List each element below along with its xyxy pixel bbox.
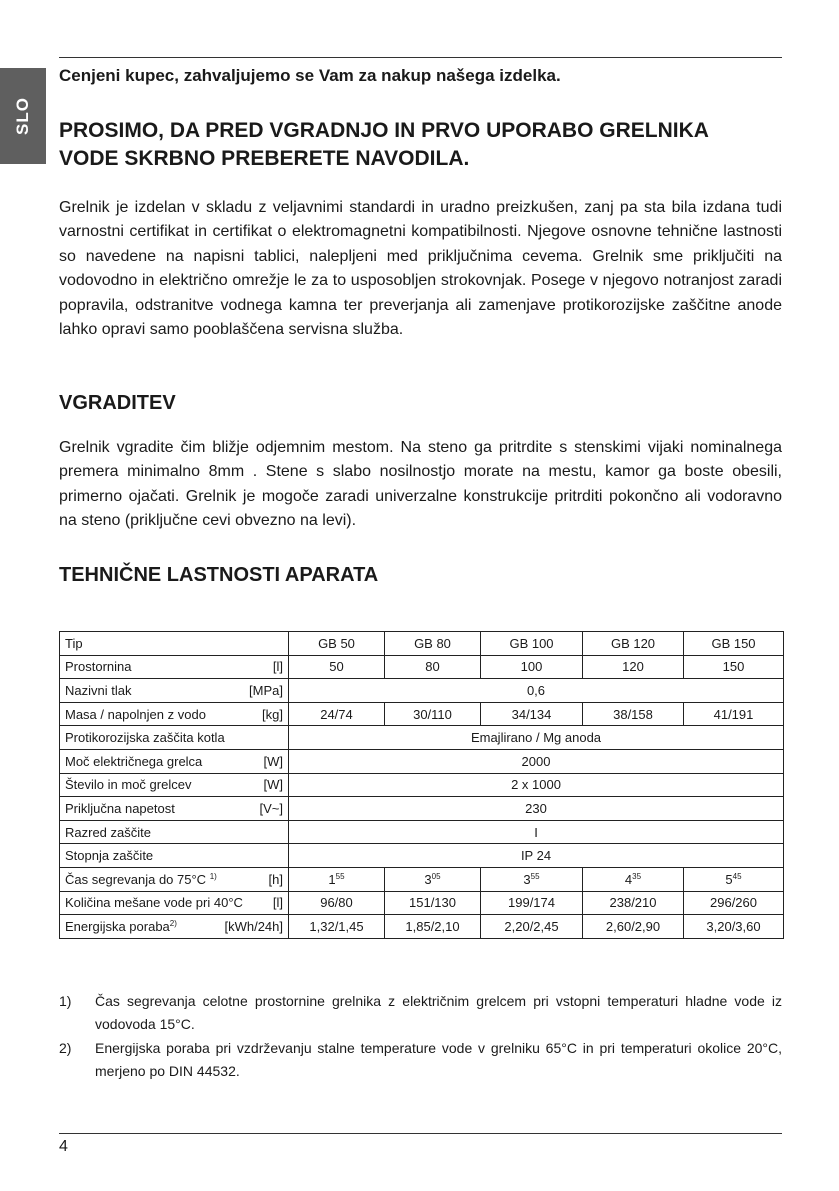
table-row xyxy=(60,679,784,703)
table-cell: 1,85/2,10 xyxy=(385,915,481,939)
language-tab xyxy=(0,68,46,164)
table-row xyxy=(60,820,784,844)
row-label: Moč električnega grelca [W] xyxy=(60,749,289,773)
table-cell: $3^{55}$ xyxy=(481,867,583,891)
page-number: 4 xyxy=(59,1138,68,1155)
unit-label: [W] xyxy=(263,753,283,769)
unit-label: [V~] xyxy=(259,800,283,816)
footnote-text: Energijska poraba pri vzdrževanju stalne temperature vode v grelniku 65°C in pri temperaturi okolice 20°C, merjeno po DIN 44532. xyxy=(95,1040,782,1079)
section-title-installation: VGRADITEV xyxy=(59,392,176,414)
footnote-number: 1) xyxy=(59,993,72,1009)
table-cell: 3,20/3,60 xyxy=(684,915,784,939)
footnote-text: Čas segrevanja celotne prostornine grelnika z električnim grelcem pri vstopni temperaturi hladne vode iz vodovoda 15°C. xyxy=(95,993,782,1032)
table-cell: $3^{05}$ xyxy=(385,867,481,891)
table-cell: 2,60/2,90 xyxy=(583,915,684,939)
table-cell: 24/74 xyxy=(289,702,385,726)
table-row xyxy=(60,773,784,797)
footnote-item xyxy=(59,1037,782,1082)
table-row xyxy=(60,915,784,939)
language-tab-label: SLO xyxy=(13,97,32,135)
table-cell: $4^{35}$ xyxy=(583,867,684,891)
table-row xyxy=(60,891,784,915)
table-cell: 30/110 xyxy=(385,702,481,726)
greeting: Cenjeni kupec, zahvaljujemo se Vam za nakup našega izdelka. xyxy=(59,66,561,85)
main-title-line-2: VODE SKRBNO PREBERETE NAVODILA. xyxy=(59,147,470,170)
footnotes xyxy=(59,990,782,1084)
table-cell: 38/158 xyxy=(583,702,684,726)
table-cell: 34/134 xyxy=(481,702,583,726)
table-cell: 199/174 xyxy=(481,891,583,915)
table-cell: $1^{55}$ xyxy=(289,867,385,891)
table-cell: 41/191 xyxy=(684,702,784,726)
table-cell: 2 x 1000 xyxy=(289,773,784,797)
unit-label: [kg] xyxy=(262,706,283,722)
main-title-line-1: PROSIMO, DA PRED VGRADNJO IN PRVO UPORABO GRELNIKA xyxy=(59,119,709,142)
footnote-number: 2) xyxy=(59,1040,72,1056)
model-cell: GB 100 xyxy=(481,632,583,656)
table-cell: 238/210 xyxy=(583,891,684,915)
row-label: Tip xyxy=(60,632,289,656)
intro-paragraph: Grelnik je izdelan v skladu z veljavnimi standardi in uradno preizkušen, zanj pa sta bila izdana tudi varnostni certifikat in certifikat o elektromagnetni kompatibilnosti. Njegove osnovne tehnične lastnosti so navedene na napisni tablici, nalepljeni med priključnima cevema. Grelnik sme priključiti na vodovodno in električno omrežje le za to usposobljen strokovnjak. Posege v njegovo notranjost zaradi popravila, odstranitve vodnega kamna ter preverjanja ali zamenjave protikorozijske zaščitne anode lahko opravi samo pooblaščena servisna služba. xyxy=(59,199,782,339)
table-cell: 96/80 xyxy=(289,891,385,915)
table-cell: 50 xyxy=(289,655,385,679)
row-label: Priključna napetost [V~] xyxy=(60,797,289,821)
table-row xyxy=(60,726,784,750)
row-label: Prostornina [l] xyxy=(60,655,289,679)
table-cell: 2000 xyxy=(289,749,784,773)
table-cell: 151/130 xyxy=(385,891,481,915)
table-cell: Emajlirano / Mg anoda xyxy=(289,726,784,750)
row-label: Masa / napolnjen z vodo [kg] xyxy=(60,702,289,726)
table-row xyxy=(60,867,784,891)
unit-label: [kWh/24h] xyxy=(224,918,283,934)
table-cell: 0,6 xyxy=(289,679,784,703)
table-row xyxy=(60,844,784,868)
unit-label: [h] xyxy=(268,871,283,887)
footnote-ref: 2) xyxy=(169,918,177,928)
table-cell: 80 xyxy=(385,655,481,679)
table-cell: $5^{45}$ xyxy=(684,867,784,891)
unit-label: [l] xyxy=(272,895,283,911)
row-label: Stopnja zaščite xyxy=(60,844,289,868)
table-cell: 120 xyxy=(583,655,684,679)
model-cell: GB 150 xyxy=(684,632,784,656)
row-label: Število in moč grelcev [W] xyxy=(60,773,289,797)
unit-label: [l] xyxy=(272,659,283,675)
model-cell: GB 80 xyxy=(385,632,481,656)
table-cell: I xyxy=(289,820,784,844)
row-label: Nazivni tlak [MPa] xyxy=(60,679,289,703)
table-row xyxy=(60,632,784,656)
table-cell: 296/260 xyxy=(684,891,784,915)
table-row xyxy=(60,702,784,726)
model-cell: GB 50 xyxy=(289,632,385,656)
row-label: Količina mešane vode pri 40°C [l] xyxy=(60,891,289,915)
unit-label: [W] xyxy=(263,777,283,793)
footnote-ref: 1) xyxy=(209,871,217,881)
unit-label: [MPa] xyxy=(249,682,283,698)
table-cell: 2,20/2,45 xyxy=(481,915,583,939)
table-cell: 230 xyxy=(289,797,784,821)
row-label: Energijska poraba$^{2)}$ [kWh/24h] xyxy=(60,915,289,939)
bottom-rule xyxy=(59,1133,782,1134)
specifications-table xyxy=(59,631,784,939)
installation-paragraph: Grelnik vgradite čim bližje odjemnim mestom. Na steno ga pritrdite s stenskimi vijaki nominalnega premera minimalno 8mm . Stene s slabo nosilnostjo morate na mestu, kamor ga boste obesili, primerno ojačati. Grelnik je mogoče zaradi univerzalne konstrukcije pritrditi pokončno ali vodoravno na steno (priključne cevi obvezno na levi). xyxy=(59,439,782,530)
table-row xyxy=(60,655,784,679)
table-row xyxy=(60,749,784,773)
row-label: Protikorozijska zaščita kotla xyxy=(60,726,289,750)
table-row xyxy=(60,797,784,821)
table-cell: IP 24 xyxy=(289,844,784,868)
model-cell: GB 120 xyxy=(583,632,684,656)
table-cell: 150 xyxy=(684,655,784,679)
main-title xyxy=(59,117,782,173)
table-cell: 100 xyxy=(481,655,583,679)
footnote-item xyxy=(59,990,782,1035)
table-cell: 1,32/1,45 xyxy=(289,915,385,939)
section-title-technical: TEHNIČNE LASTNOSTI APARATA xyxy=(59,564,379,586)
top-rule xyxy=(59,57,782,58)
row-label: Čas segrevanja do 75°C $^{1)}$ [h] xyxy=(60,867,289,891)
row-label: Razred zaščite xyxy=(60,820,289,844)
